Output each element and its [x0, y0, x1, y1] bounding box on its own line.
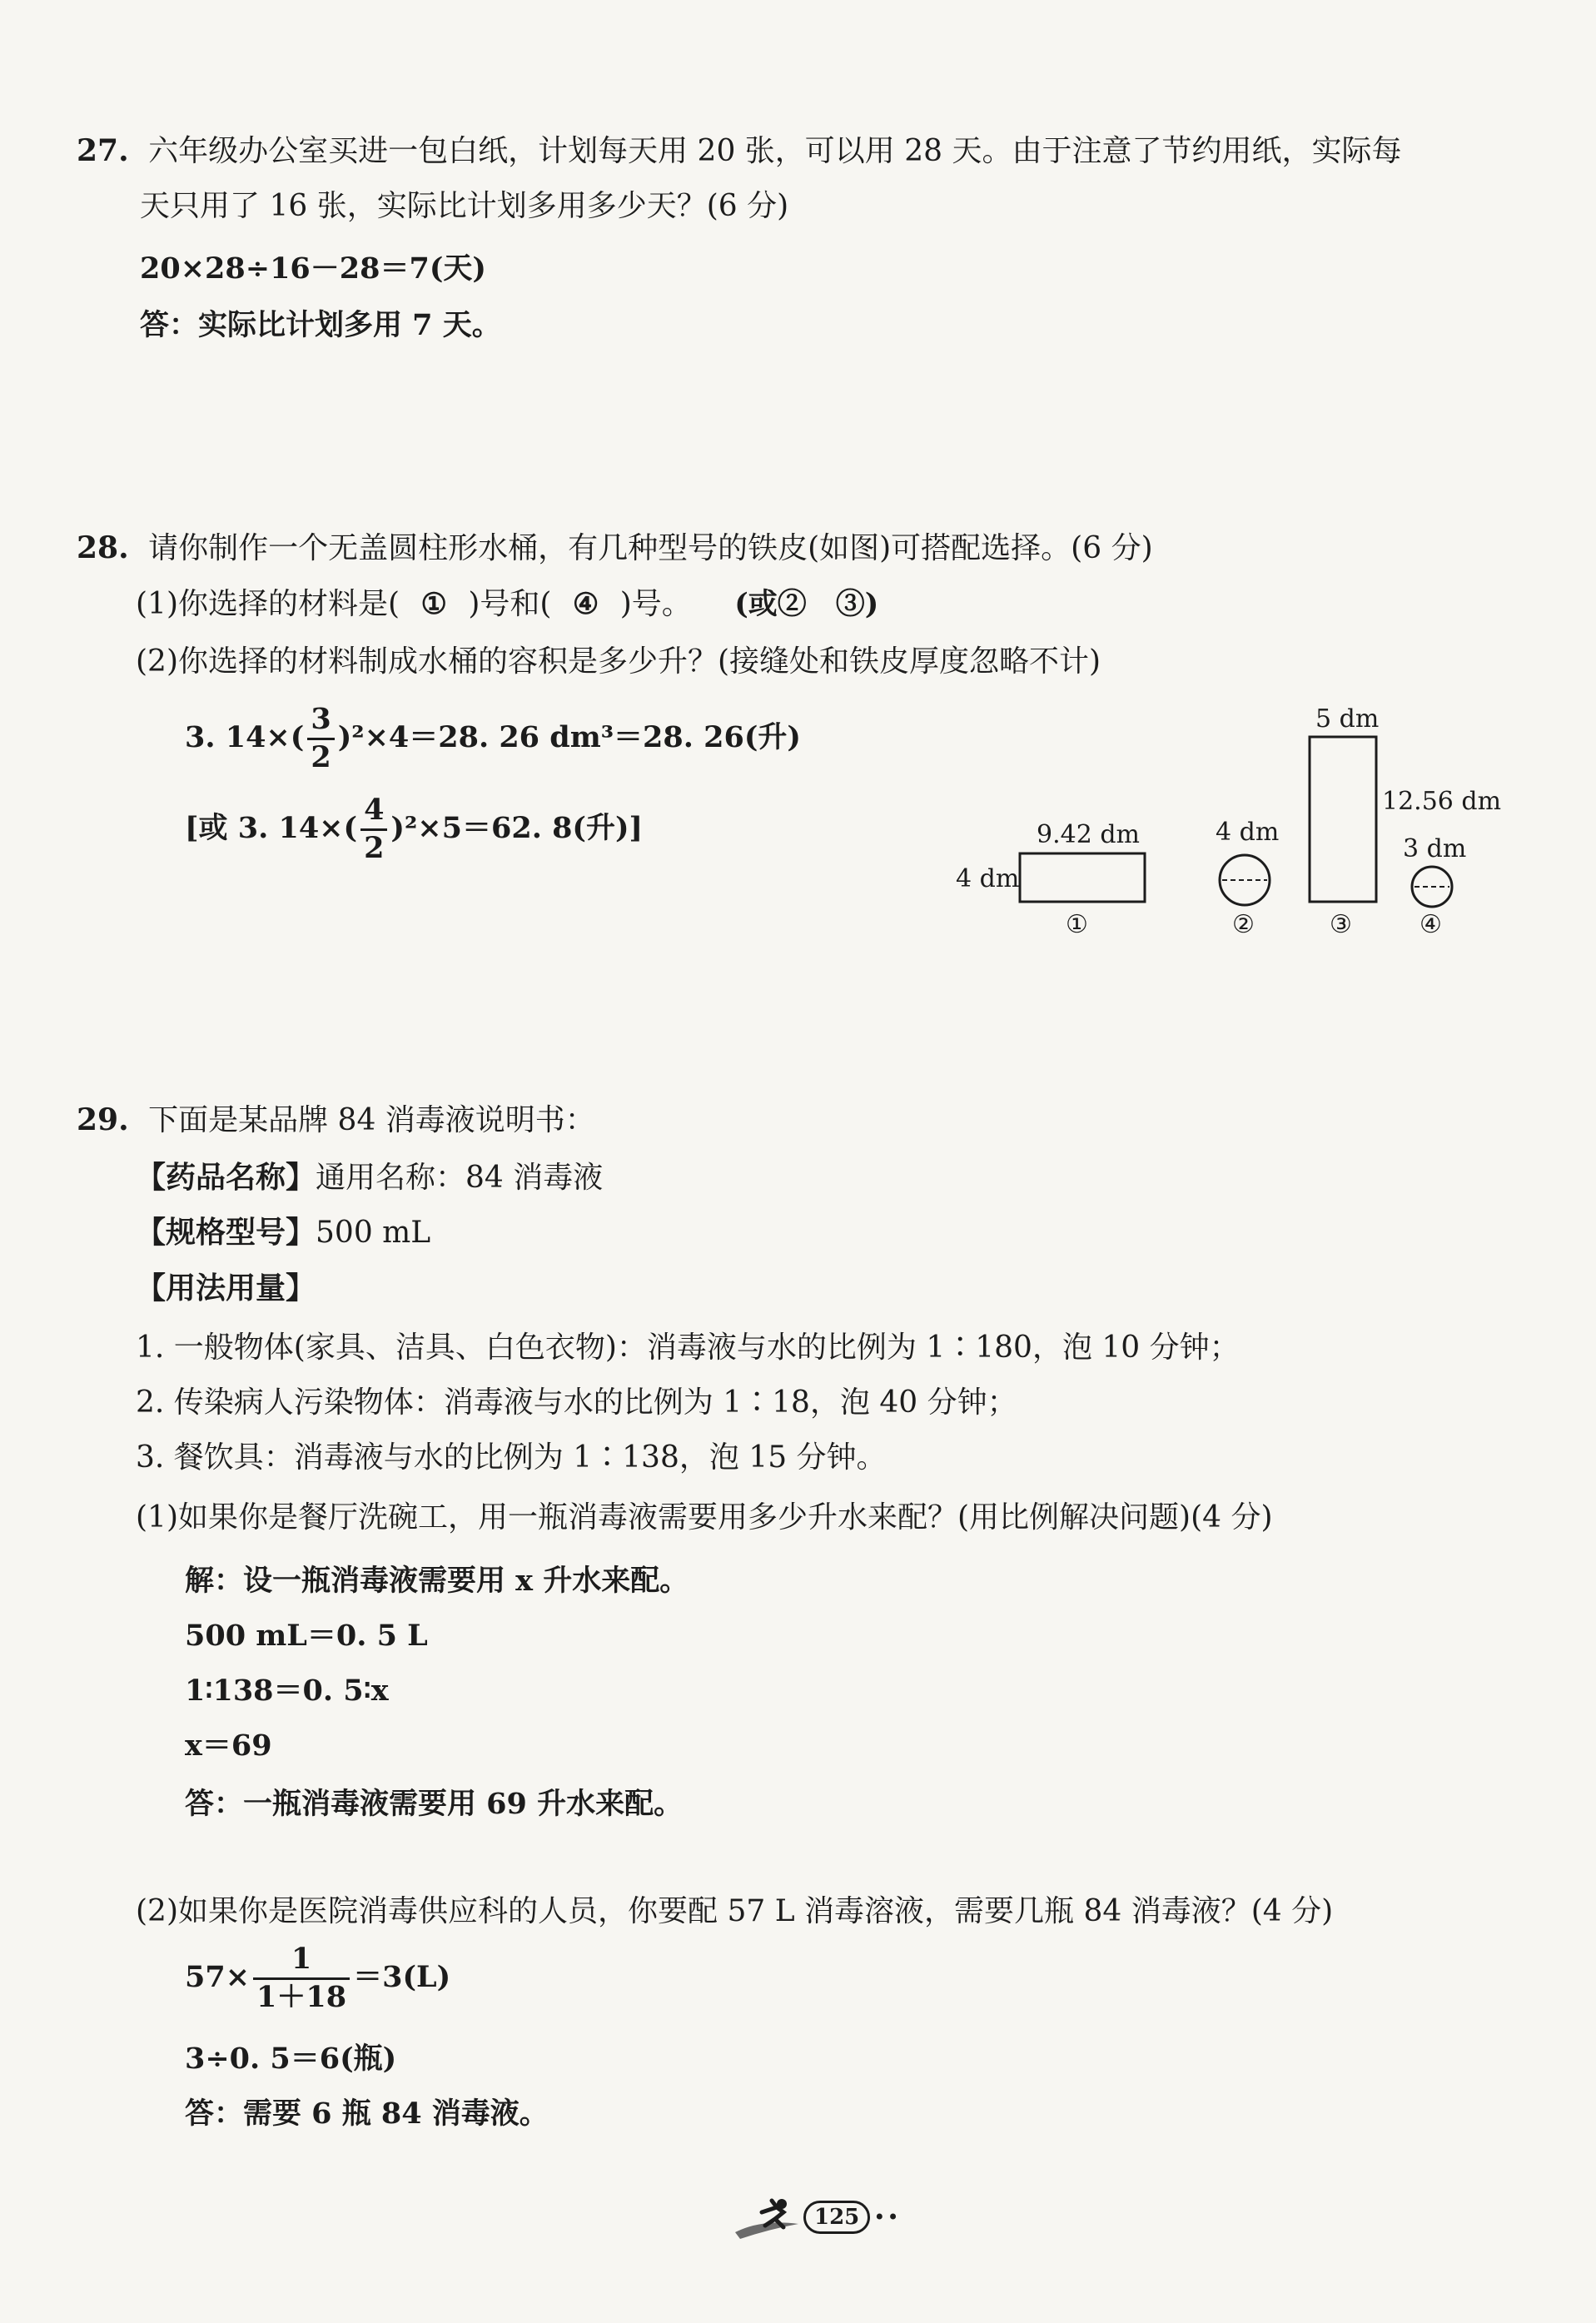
- q28-figure: [941, 695, 1507, 953]
- q29-name-value: 通用名称：84 消毒液: [316, 1161, 604, 1195]
- sheet-3-rectangle: [1310, 737, 1376, 902]
- q28-sub1-alt: (或② ③): [734, 587, 879, 621]
- q27-number: 27.: [77, 133, 129, 168]
- q29-spec-value: 500 mL: [316, 1216, 431, 1250]
- q28-sub2: (2)你选择的材料制成水桶的容积是多少升？(接缝处和铁皮厚度忽略不计): [136, 644, 1101, 679]
- sheet-1-mark: ①: [1066, 910, 1088, 939]
- q29-sub1-line-1: 解：设一瓶消毒液需要用 x 升水来配。: [185, 1564, 689, 1598]
- sheet-3-height-label: 12.56 dm: [1382, 787, 1502, 816]
- sheet-3-width-label: 5 dm: [1315, 704, 1380, 734]
- q29-sub1-line-4: x＝69: [185, 1729, 272, 1763]
- q28-sub1: [136, 589, 878, 619]
- q28-sub1-suffix: )号。: [619, 587, 692, 621]
- sheet-3-mark: ③: [1330, 910, 1352, 939]
- q29-usage-3: 3. 餐饮具：消毒液与水的比例为 1∶138，泡 15 分钟。: [136, 1440, 887, 1475]
- q29-name-label: 【药品名称】: [136, 1160, 316, 1195]
- sheet-1-height-label: 4 dm: [956, 864, 1020, 893]
- q28-sub1-choice-a: ①: [420, 587, 447, 621]
- q27-answer: 答：实际比计划多用 7 天。: [140, 308, 501, 342]
- q28-calc2-post: )²×5＝62. 8(升)]: [390, 810, 644, 845]
- sheet-1-rectangle: [1020, 853, 1145, 902]
- q28-line1: [77, 530, 1153, 565]
- q29-sub2: (2)如果你是医院消毒供应科的人员，你要配 57 L 消毒溶液，需要几瓶 84 消毒液？(4 分): [136, 1894, 1334, 1928]
- q28-calc1-num: 3: [307, 704, 334, 740]
- q29-calc1-post: ＝3(L): [353, 1959, 451, 1994]
- sheet-1-width-label: 9.42 dm: [1037, 820, 1140, 849]
- q29-number: 29.: [77, 1102, 129, 1137]
- q28-calc2-num: 4: [360, 795, 387, 831]
- q27-text-1: 六年级办公室买进一包白纸，计划每天用 20 张，可以用 28 天。由于注意了节约用纸，实际每: [148, 134, 1402, 168]
- sheet-4-label: 3 dm: [1403, 834, 1467, 863]
- q28-calc-1: [185, 704, 801, 774]
- q29-sub1: (1)如果你是餐厅洗碗工，用一瓶消毒液需要用多少升水来配？(用比例解决问题)(4 分): [136, 1500, 1273, 1535]
- q29-intro: 下面是某品牌 84 消毒液说明书：: [148, 1103, 595, 1137]
- q28-sub1-mid: )号和(: [468, 587, 552, 621]
- sheet-2-mark: ②: [1232, 910, 1255, 939]
- q28-calc1-post: )²×4＝28. 26 dm³＝28. 26(升): [337, 719, 801, 754]
- q29-calc1-num: 1: [253, 1944, 350, 1980]
- q29-calc-1: [185, 1944, 450, 2013]
- q28-calc2-den: 2: [364, 830, 385, 865]
- q29-sub1-answer: 答：一瓶消毒液需要用 69 升水来配。: [185, 1787, 684, 1821]
- q29-sub1-line-2: 500 mL＝0. 5 L: [185, 1619, 428, 1653]
- q28-calc1-den: 2: [311, 739, 331, 774]
- sheet-4-mark: ④: [1419, 910, 1442, 939]
- q28-number: 28.: [77, 530, 129, 565]
- q28-sub1-prefix: (1)你选择的材料是(: [136, 587, 400, 621]
- q28-sub1-choice-b: ④: [572, 587, 599, 621]
- q29-usage-label: 【用法用量】: [136, 1271, 316, 1306]
- q28-calc2-pre: [或 3. 14×(: [185, 810, 358, 845]
- q29-usage-1: 1. 一般物体(家具、洁具、白色衣物)：消毒液与水的比例为 1∶180，泡 10 分钟；: [136, 1331, 1240, 1365]
- q28-calc1-fraction: [307, 704, 334, 774]
- q28-text-1: 请你制作一个无盖圆柱形水桶，有几种型号的铁皮(如图)可搭配选择。(6 分): [148, 531, 1153, 565]
- q27-text-2: 天只用了 16 张，实际比计划多用多少天？(6 分): [140, 189, 789, 223]
- q29-spec-line: [136, 1217, 430, 1248]
- q29-calc1-pre: 57×: [185, 1959, 251, 1994]
- q29-calc1-fraction: [253, 1944, 350, 2013]
- q28-calc2-fraction: [360, 795, 387, 864]
- footer-dots: ••: [873, 2206, 901, 2229]
- q29-spec-label: 【规格型号】: [136, 1215, 316, 1250]
- q29-name-line: [136, 1162, 603, 1193]
- q28-calc-2: [185, 795, 643, 864]
- q28-calc1-pre: 3. 14×(: [185, 719, 305, 754]
- q29-calc1-den: 1＋18: [256, 1979, 347, 2014]
- q29-answer: 答：需要 6 瓶 84 消毒液。: [185, 2097, 549, 2131]
- q29-calc-2: 3÷0. 5＝6(瓶): [185, 2042, 397, 2076]
- page-footer: [728, 2194, 901, 2241]
- q29-sub1-line-3: 1∶138＝0. 5∶x: [185, 1674, 389, 1708]
- q29-usage-2: 2. 传染病人污染物体：消毒液与水的比例为 1∶18，泡 40 分钟；: [136, 1385, 1017, 1420]
- q27-line1: [77, 133, 1402, 168]
- runner-logo-icon: [728, 2194, 803, 2241]
- page-number: 125: [803, 2201, 870, 2234]
- q29-line1: [77, 1102, 595, 1137]
- sheet-2-label: 4 dm: [1216, 818, 1280, 847]
- q27-calc: 20×28÷16－28＝7(天): [140, 251, 486, 286]
